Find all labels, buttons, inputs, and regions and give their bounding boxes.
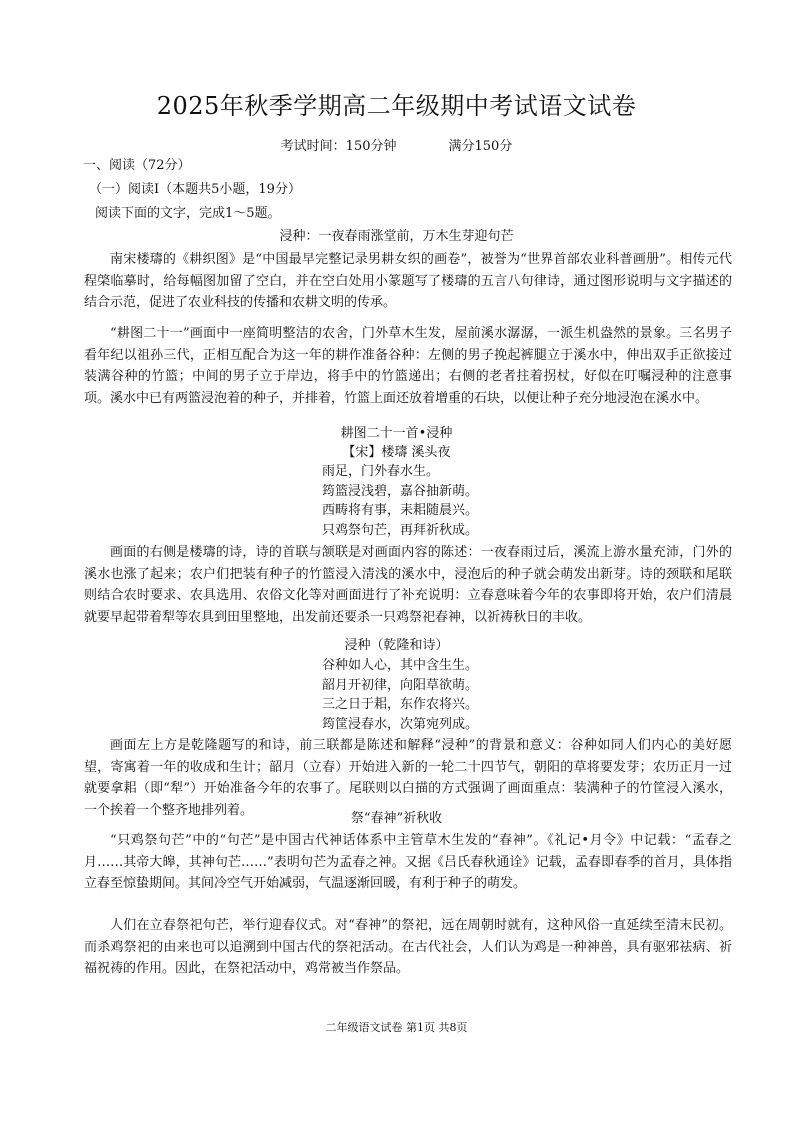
article-title: 浸种：一夜春雨涨堂前，万木生芽迎句芒 (279, 229, 514, 244)
poem1-heading: 耕图二十一首•浸种 (340, 426, 453, 441)
poem2-line: 筠筐浸春水，次第宛列成。 (322, 717, 479, 732)
poem2-line: 三之日于耜，东作农将兴。 (322, 697, 479, 712)
poem1-author: 【宋】楼璹 溪头夜 (342, 445, 451, 460)
article-paragraph-1: 南宋楼璹的《耕织图》是“中国最早完整记录男耕女织的画卷”，被誉为“世界首部农业科普画册”。相传元代程棨临摹时，给每幅图加留了空白，并在空白处用小篆题写了楼璹的五言八句律诗，通过图形说明与文字描述的结合示范，促进了农业科技的传播和农耕文明的传承。 (84, 252, 732, 311)
article-paragraph-3: 画面的右侧是楼璹的诗，诗的首联与颔联是对画面内容的陈述：一夜春雨过后，溪流上游水量充沛，门外的溪水也涨了起来；农户们把装有种子的竹篮浸入清浅的溪水中，浸泡后的种子就会萌发出新芽。诗的颈联和尾联则结合农时要求、农具选用、农俗文化等对画面进行了补充说明：立春意味着今年的农事即将开始，农户们清晨就要早起带着犁等农具到田里整地，出发前还要杀一只鸡祭祀春神，以祈祷秋日的丰收。 (84, 545, 732, 626)
article-paragraph-6: 人们在立春祭祀句芒，举行迎春仪式。对“春神”的祭祀，远在周朝时就有，这种风俗一直延续至清末民初。而杀鸡祭祀的由来也可以追溯到中国古代的祭祀活动。在古代社会，人们认为鸡是一种神兽，具有驱邪祛病、祈福祝祷的作用。因此，在祭祀活动中，鸡常被当作祭品。 (84, 918, 732, 977)
exam-meta (0, 135, 793, 154)
article-paragraph-4: 画面左上方是乾隆题写的和诗，前三联都是陈述和解释“浸种”的背景和意义：谷种如同人们内心的美好愿望，寄寓着一年的收成和生计；韶月（立春）开始进入新的一轮二十四节气，朝阳的草将要发芽；农历正月一过就要拿耜（即“犁”）开始准备今年的农事了。尾联则以白描的方式强调了画面重点：装满种子的竹筐浸入溪水，一个挨着一个整齐地排列着。 (84, 738, 732, 819)
poem2-heading: 浸种（乾隆和诗） (344, 638, 449, 653)
poem1-line: 筠篮浸浅碧，嘉谷抽新萌。 (322, 484, 479, 499)
page-footer: 二年级语文试卷 第1页 共8页 (325, 1021, 468, 1034)
article-paragraph-2: “耕图二十一”画面中一座简明整洁的农舍，门外草木生发，屋前溪水潺潺，一派生机盎然的景象。三名男子看年纪以祖孙三代，正相互配合为这一年的耕作准备谷种：左侧的男子挽起裤腿立于溪水中，伸出双手正欲接过装满谷种的竹篮；中间的男子立于岸边，将手中的竹篮递出；右侧的老者拄着拐杖，好似在叮嘱浸种的注意事项。溪水中已有两篮浸泡着的种子，并排着，竹篮上面还放着增重的石块，以便让种子充分地浸泡在溪水中。 (84, 326, 732, 407)
poem1-line: 西畴将有事，耒耜随晨兴。 (322, 503, 479, 518)
article-paragraph-5: “只鸡祭句芒”中的“句芒”是中国古代神话体系中主管草木生发的“春神”。《礼记•月令》中记载：“孟春之月……其帝大皞，其神句芒……”表明句芒为孟春之神。又据《吕氏春秋通诠》记载，孟春即春季的首月，具体指立春至惊蛰期间。其间冷空气开始减弱，气温逐渐回暖，有利于种子的萌发。 (84, 833, 732, 892)
poem1-line: 只鸡祭句芒，再拜祈秋成。 (322, 523, 479, 538)
section-heading: 一、阅读（72分） (83, 158, 191, 173)
exam-time: 考试时间：150分钟 (280, 139, 397, 154)
poem2-line: 谷种如人心，其中含生生。 (322, 658, 479, 673)
exam-title: 2025年秋季学期高二年级期中考试语文试卷 (156, 92, 637, 120)
section-sub-heading: （一）阅读Ⅰ（本题共5小题，19分） (89, 182, 301, 197)
section-instruction: 阅读下面的文字，完成1～5题。 (95, 206, 281, 221)
poem1-line: 雨足，门外春水生。 (322, 464, 440, 479)
poem2-line: 韶月开初律，向阳草欲萌。 (322, 678, 479, 693)
article-subtitle: 祭“春神”祈秋收 (350, 811, 443, 826)
exam-score: 满分150分 (448, 139, 513, 154)
